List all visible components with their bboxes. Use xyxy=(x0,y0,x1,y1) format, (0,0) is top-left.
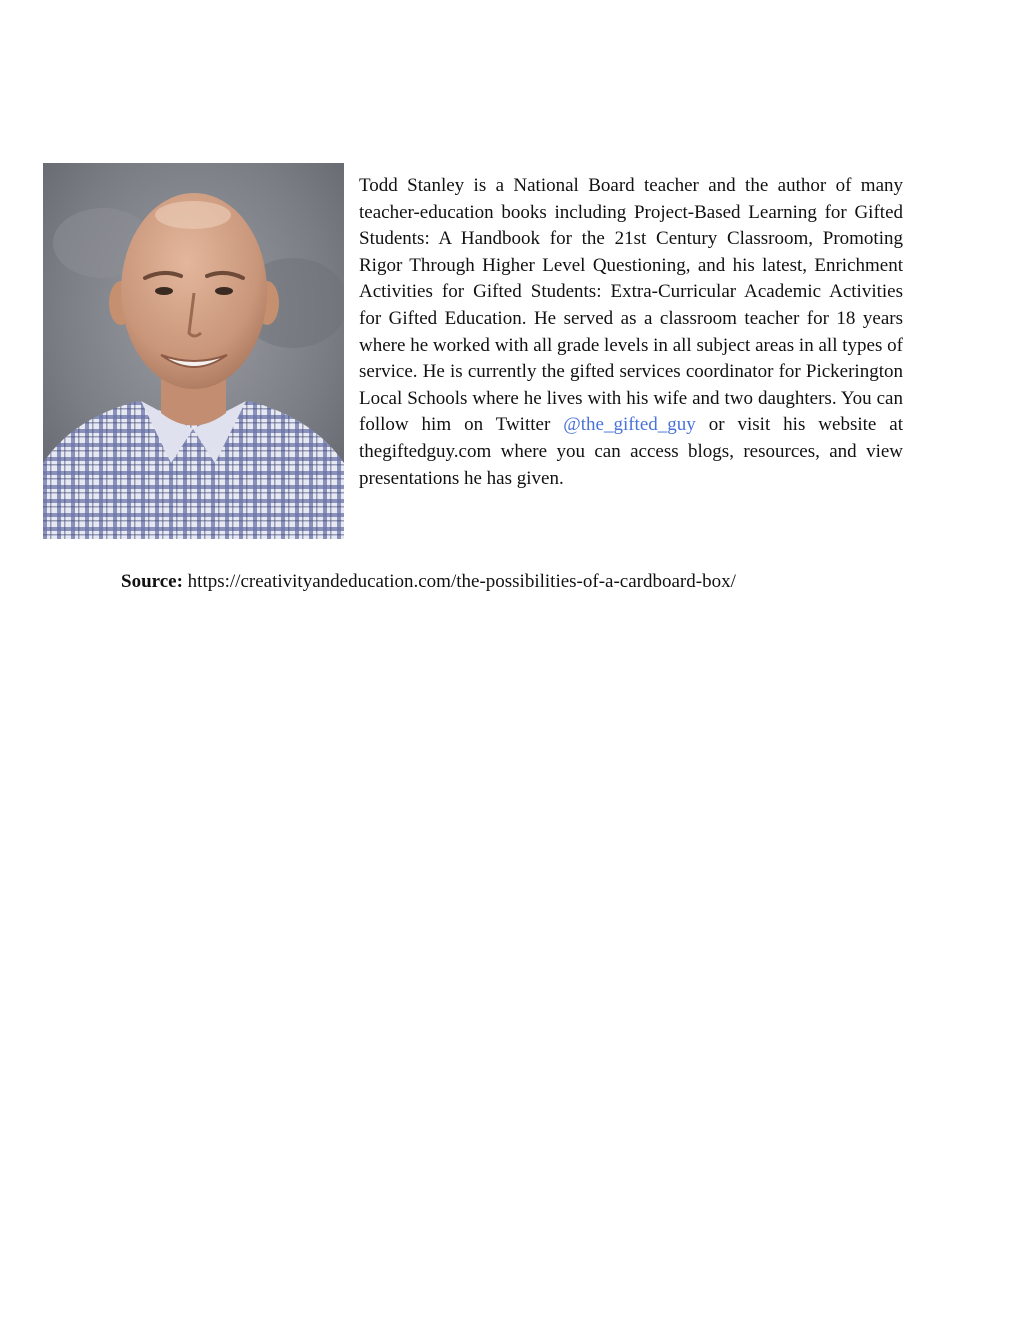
source-url: https://creativityandeducation.com/the-possibilities-of-a-cardboard-box/ xyxy=(187,571,736,592)
source-label: Source: xyxy=(121,571,183,592)
source-line xyxy=(121,570,736,594)
bio-text-part-2: or visit his website at thegiftedguy.com where you can access blogs, resources, and view presentations he has given. xyxy=(359,414,904,489)
author-bio-text xyxy=(359,173,903,492)
twitter-handle-link[interactable]: @the_gifted_guy xyxy=(563,414,696,436)
author-photo xyxy=(43,163,344,539)
bio-text-part-1: Todd Stanley is a National Board teacher and the author of many teacher-education books including Project-Based Learning for Gifted Students: A Handbook for the 21st Century Classroom, Promoting Rigor Through Higher Level Questioning, and his latest, Enrichment Activities for Gifted Students: Extra-Curricular Academic Activities for Gifted Education. He served as a classroom teacher for 18 years where he worked with all grade levels in all subject areas in all types of service. He is currently the gifted services coordinator for Pickerington Local Schools where he lives with his wife and two daughters. You can follow him on Twitter xyxy=(359,175,903,436)
